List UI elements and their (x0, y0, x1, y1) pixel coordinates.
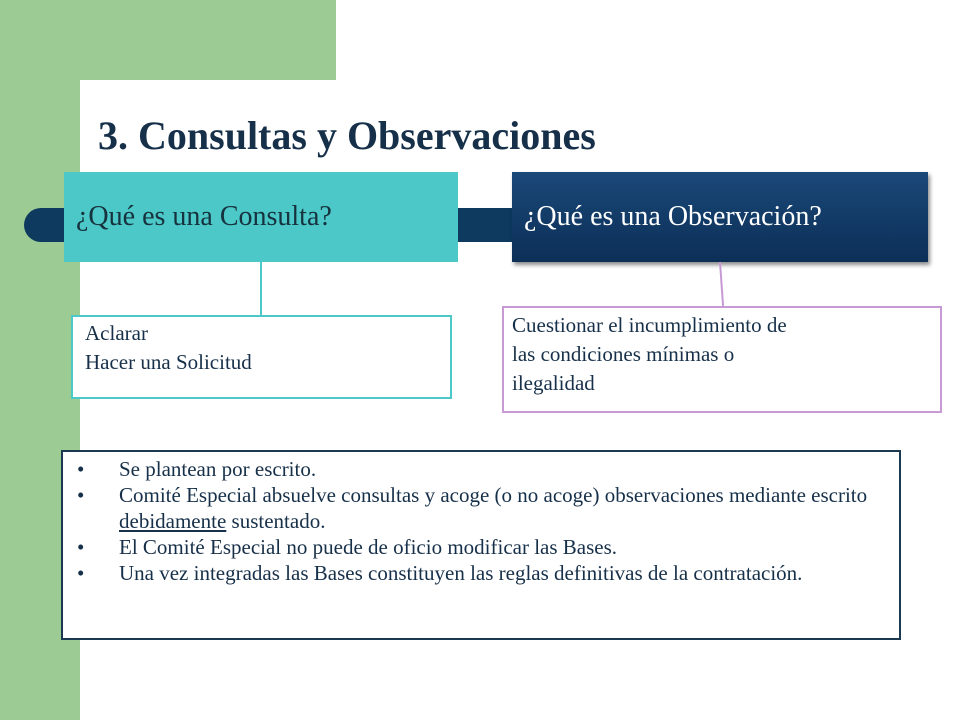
consulta-question-label: ¿Qué es una Consulta? (76, 201, 332, 232)
rules-bullet-list (77, 456, 885, 586)
observacion-definition-line: las condiciones mínimas o (512, 342, 735, 366)
bullet-underlined-word: debidamente (119, 509, 227, 533)
observacion-definition-line: ilegalidad (512, 371, 595, 395)
bullet-item (77, 560, 885, 586)
bullet-text: Se plantean por escrito. (119, 457, 317, 481)
bullet-text: Comité Especial absuelve consultas y acoge (o no acoge) observaciones mediante escrito (119, 483, 868, 507)
bullet-text: sustentado. (226, 509, 326, 533)
bullet-item (77, 482, 885, 534)
rules-bullet-box (61, 450, 901, 640)
consulta-definition-line: Aclarar (85, 321, 148, 345)
bullet-text: Una vez integradas las Bases constituyen las reglas definitivas de la contratación. (119, 561, 803, 585)
bullet-item (77, 456, 885, 482)
observacion-definition-box (502, 306, 942, 413)
observacion-definition-line: Cuestionar el incumplimiento de (512, 313, 787, 337)
observacion-question-box (512, 172, 928, 262)
observacion-connector-line (719, 262, 724, 306)
bullet-item (77, 534, 885, 560)
observacion-question-label: ¿Qué es una Observación? (524, 201, 822, 232)
consulta-connector-line (260, 262, 262, 315)
top-green-band (0, 0, 336, 80)
bullet-text: El Comité Especial no puede de oficio modificar las Bases. (119, 535, 618, 559)
consulta-definition-box (71, 315, 452, 399)
consulta-question-box (64, 172, 458, 262)
slide-title: 3. Consultas y Observaciones (98, 113, 596, 158)
consulta-definition-line: Hacer una Solicitud (85, 350, 252, 374)
